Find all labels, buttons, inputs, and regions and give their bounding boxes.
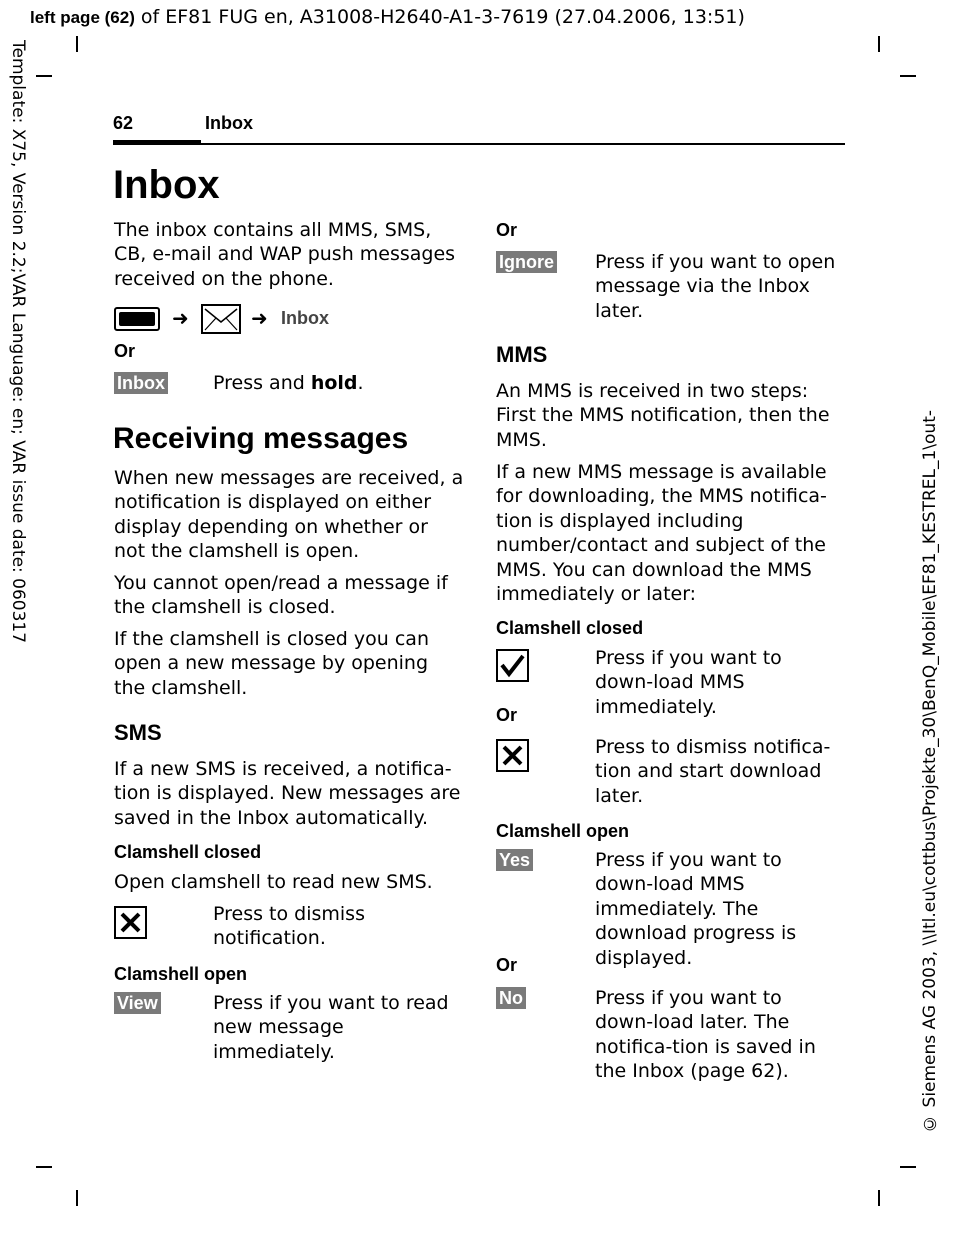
section-title: Inbox [205,113,253,133]
mms-clamshell-closed-heading: Clamshell closed [496,618,644,638]
view-softkey[interactable]: View [114,992,161,1014]
or-label: Or [114,341,136,361]
mms-heading: MMS [496,342,548,367]
sms-heading: SMS [114,720,162,745]
dismiss-icon[interactable] [496,739,529,772]
inbox-softkey[interactable]: Inbox [114,372,168,394]
mms-paragraph-1: An MMS is received in two steps: First the MMS notification, then the MMS. [496,380,830,451]
download-now-description: Press if you want to down-load MMS immediately. [595,647,782,718]
copyright-path: © Siemens AG 2003, \\Itl.eu\cottbus\Projekte_30\BenQ_Mobile\EF81_KESTREL_1\out- [920,410,940,1133]
receiving-heading: Receiving messages [113,422,409,455]
mms-dismiss-description: Press to dismiss notifica-tion and start download later. [595,736,831,807]
view-key-description: Press if you want to read new message immediately. [213,992,449,1063]
header-tab [113,140,201,145]
inbox-key-description: Press and hold. [213,372,364,394]
or-label: Or [496,705,518,725]
no-key-description: Press if you want to down-load later. The notifica-tion is saved in the Inbox (page 62). [595,987,816,1083]
no-softkey[interactable]: No [496,987,526,1009]
sms-clamshell-closed-heading: Clamshell closed [114,842,262,862]
envelope-icon [201,304,241,334]
crop-mark [76,36,78,52]
sms-dismiss-description: Press to dismiss notification. [213,903,365,950]
sms-clamshell-closed-text: Open clamshell to read new SMS. [114,871,433,893]
arrow-icon: ➜ [251,306,268,330]
or-label: Or [496,955,518,975]
checkmark-icon[interactable] [496,649,529,682]
crop-mark [878,1190,880,1206]
menu-path-inbox: Inbox [281,308,329,328]
crop-mark [76,1190,78,1206]
page-number: 62 [113,113,134,133]
intro-paragraph: The inbox contains all MMS, SMS, CB, e-mail and WAP push messages received on the phone. [114,219,456,290]
ignore-key-description: Press if you want to open message via the Inbox later. [595,251,836,322]
receiving-paragraph-1: When new messages are received, a notification is displayed on either display depending on whether or not the clamshell is open. [114,467,464,563]
crop-mark [900,1166,916,1168]
crop-mark [900,75,916,77]
menu-key-icon [114,307,160,331]
receiving-paragraph-3: If the clamshell is closed you can open a new message by opening the clamshell. [114,628,429,699]
sms-clamshell-open-heading: Clamshell open [114,964,248,984]
crop-mark [36,1166,52,1168]
header-rule [113,143,845,145]
yes-softkey[interactable]: Yes [496,849,533,871]
crop-mark [36,75,52,77]
crop-mark [878,36,880,52]
ignore-softkey[interactable]: Ignore [496,251,557,273]
mms-paragraph-2: If a new MMS message is available for downloading, the MMS notifica-tion is displayed including number/contact and subject of the MMS. You can download the MMS immediately or later: [496,461,827,606]
or-label: Or [496,220,518,240]
dismiss-icon[interactable] [114,906,147,939]
receiving-paragraph-2: You cannot open/read a message if the clamshell is closed. [114,572,448,619]
yes-key-description: Press if you want to down-load MMS immediately. The download progress is displayed. [595,849,797,969]
template-info: Template: X75, Version 2.2;VAR Language: en; VAR issue date: 060317 [8,40,28,644]
print-header: left page (62) of EF81 FUG en, A31008-H2640-A1-3-7619 (27.04.2006, 13:51) [30,6,745,28]
page-title: Inbox [113,163,220,207]
arrow-icon: ➜ [172,306,189,330]
mms-clamshell-open-heading: Clamshell open [496,821,630,841]
sms-paragraph: If a new SMS is received, a notifica-tion is displayed. New messages are saved in the Inbox automatically. [114,758,461,829]
